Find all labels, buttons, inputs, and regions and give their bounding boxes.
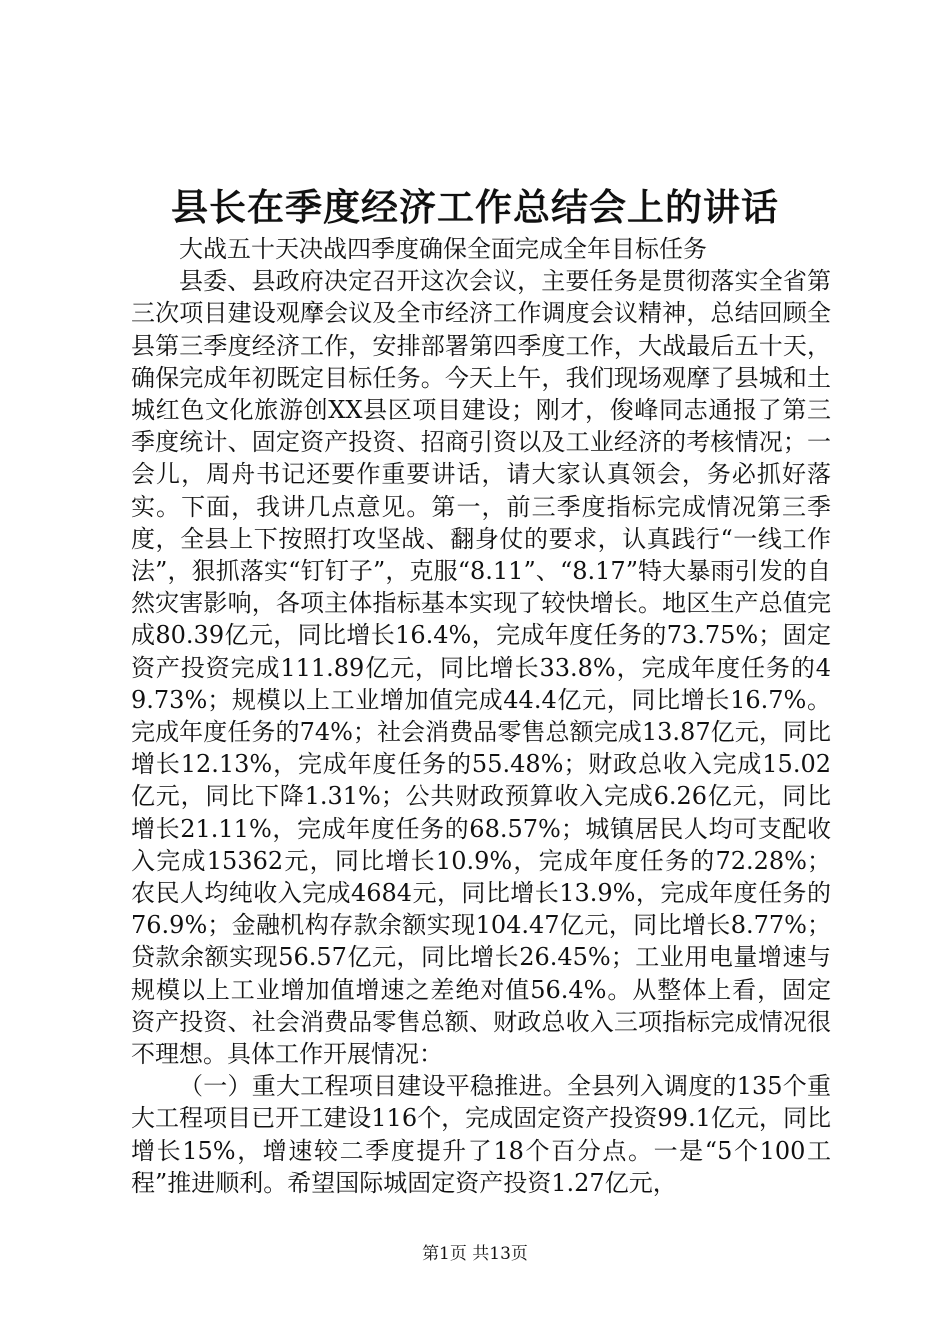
body-paragraph: 县委、县政府决定召开这次会议，主要任务是贯彻落实全省第三次项目建设观摩会议及全市经济工作调度会议精神，总结回顾全县第三季度经济工作，安排部署第四季度工作，大战最后五十天，确保完成年初既定目标任务。今天上午，我们现场观摩了县城和土城红色文化旅游创XX县区项目建设；刚才，俊峰同志通报了第三季度统计、固定资产投资、招商引资以及工业经济的考核情况；一会儿，周舟书记还要作重要讲话，请大家认真领会，务必抓好落实。下面，我讲几点意见。第一，前三季度指标完成情况第三季度，全县上下按照打攻坚战、翻身仗的要求，认真践行“一线工作法”，狠抓落实“钉钉子”，克服“8.11”、“8.17”特大暴雨引发的自然灾害影响，各项主体指标基本实现了较快增长。地区生产总值完成80.39亿元，同比增长16.4%，完成年度任务的73.75%；固定资产投资完成111.89亿元，同比增长33.8%，完成年度任务的49.73%；规模以上工业增加值完成44.4亿元，同比增长16.7%。完成年度任务的74%；社会消费品零售总额完成13.87亿元，同比增长12.13%，完成年度任务的55.48%；财政总收入完成15.02亿元，同比下降1.31%；公共财政预算收入完成6.26亿元，同比增长21.11%，完成年度任务的68.57%；城镇居民人均可支配收入完成15362元，同比增长10.9%，完成年度任务的72.28%；农民人均纯收入完成4684元，同比增长13.9%，完成年度任务的76.9%；金融机构存款余额实现104.47亿元，同比增长8.77%；贷款余额实现56.57亿元，同比增长26.45%；工业用电量增速与规模以上工业增加值增速之差绝对值56.4%。从整体上看，固定资产投资、社会消费品零售总额、财政总收入三项指标完成情况很不理想。具体工作开展情况： [131, 267, 831, 1069]
body-paragraph: （一）重大工程项目建设平稳推进。全县列入调度的135个重大工程项目已开工建设116个，完成固定资产投资99.1亿元，同比增长15%，增速较二季度提升了18个百分点。一是“5个100工程”推进顺利。希望国际城固定资产投资1.27亿元， [131, 1072, 831, 1197]
page-footer: 第1页 共13页 [422, 1244, 528, 1264]
document-title: 县长在季度经济工作总结会上的讲话 [171, 185, 779, 229]
document-body [131, 233, 831, 1199]
subtitle-paragraph: 大战五十天决战四季度确保全面完成全年目标任务 [179, 235, 707, 263]
